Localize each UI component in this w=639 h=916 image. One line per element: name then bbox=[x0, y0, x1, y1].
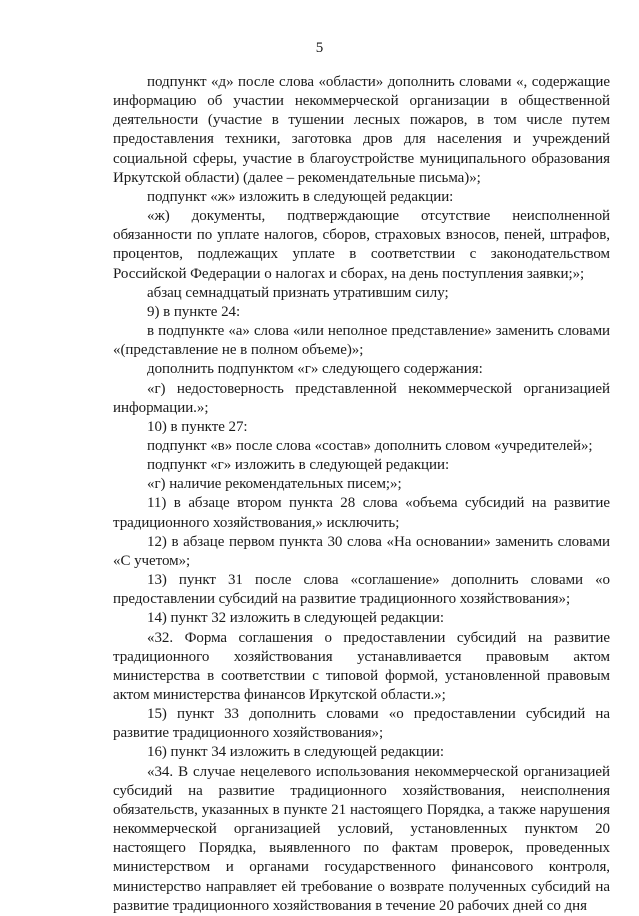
paragraph-subpoint-zh-intro: подпункт «ж» изложить в следующей редакции: bbox=[147, 188, 454, 205]
paragraph-17-void: абзац семнадцатый признать утратившим силу; bbox=[147, 284, 449, 301]
paragraph-item-9: 9) в пункте 24: bbox=[147, 303, 241, 320]
paragraph-item-10: 10) в пункте 27: bbox=[147, 418, 248, 435]
paragraph-item-15: 15) пункт 33 дополнить словами «о предоставлении субсидий на развитие традиционного хозяйствования»; bbox=[113, 706, 610, 742]
paragraph-item-12: 12) в абзаце первом пункта 30 слова «На основании» заменить словами «С учетом»; bbox=[113, 533, 610, 569]
page-number: 5 bbox=[315, 40, 324, 56]
paragraph-item-10-v: подпункт «в» после слова «состав» дополнить словом «учредителей»; bbox=[147, 437, 593, 454]
paragraph-item-13: 13) пункт 31 после слова «соглашение» дополнить словами «о предоставлении субсидий на развитие традиционного хозяйствования»; bbox=[113, 572, 610, 608]
paragraph-subpoint-d: подпункт «д» после слова «области» дополнить словами «, содержащие информацию об участии некоммерческой организации в общественной деятельности (участие в тушении лесных пожаров, в том числе путем предоставления техники, заготовка дров для населения и учреждений социальной сферы, участие в благоустройстве муниципального образования Иркутской области) (далее – рекомендательные письма)»; bbox=[113, 74, 610, 186]
paragraph-item-14: 14) пункт 32 изложить в следующей редакции: bbox=[147, 610, 444, 627]
paragraph-item-11: 11) в абзаце втором пункта 28 слова «объема субсидий на развитие традиционного хозяйствования,» исключить; bbox=[113, 495, 610, 531]
paragraph-item-9-a: в подпункте «а» слова «или неполное представление» заменить словами «(представление не в полном объеме)»; bbox=[113, 323, 610, 359]
document-body bbox=[113, 73, 610, 916]
paragraph-item-10-g-text: «г) наличие рекомендательных писем;»; bbox=[147, 476, 402, 493]
paragraph-item-9-g-intro: дополнить подпунктом «г» следующего содержания: bbox=[147, 361, 483, 378]
paragraph-item-14-text: «32. Форма соглашения о предоставлении субсидий на развитие традиционного хозяйствования устанавливается правовым актом министерства в соответствии с типовой формой, установленной правовым актом министерства финансов Иркутской области.»; bbox=[113, 629, 610, 703]
paragraph-item-10-g-intro: подпункт «г» изложить в следующей редакции: bbox=[147, 457, 450, 474]
paragraph-item-16-text: «34. В случае нецелевого использования некоммерческой организацией субсидий на развитие традиционного хозяйствования, неисполнения обязательств, указанных в пункте 21 настоящего Порядка, а также нарушения некоммерческой организацией условий, установленных пунктом 20 настоящего Порядка, выявленного по фактам проверок, проведенных министерством и органами государственного финансового контроля, министерство направляет ей требование о возврате полученных субсидий на развитие традиционного хозяйствования в течение 20 рабочих дней со дня bbox=[113, 763, 610, 914]
paragraph-item-9-g-text: «г) недостоверность представленной некоммерческой организацией информации.»; bbox=[113, 380, 610, 416]
paragraph-subpoint-zh-text: «ж) документы, подтверждающие отсутствие неисполненной обязанности по уплате налогов, сборов, страховых взносов, пеней, штрафов, процентов, подлежащих уплате в соответствии с законодательством Российской Федерации о налогах и сборах, на день поступления заявки;»; bbox=[113, 208, 610, 282]
paragraph-item-16: 16) пункт 34 изложить в следующей редакции: bbox=[147, 744, 444, 761]
